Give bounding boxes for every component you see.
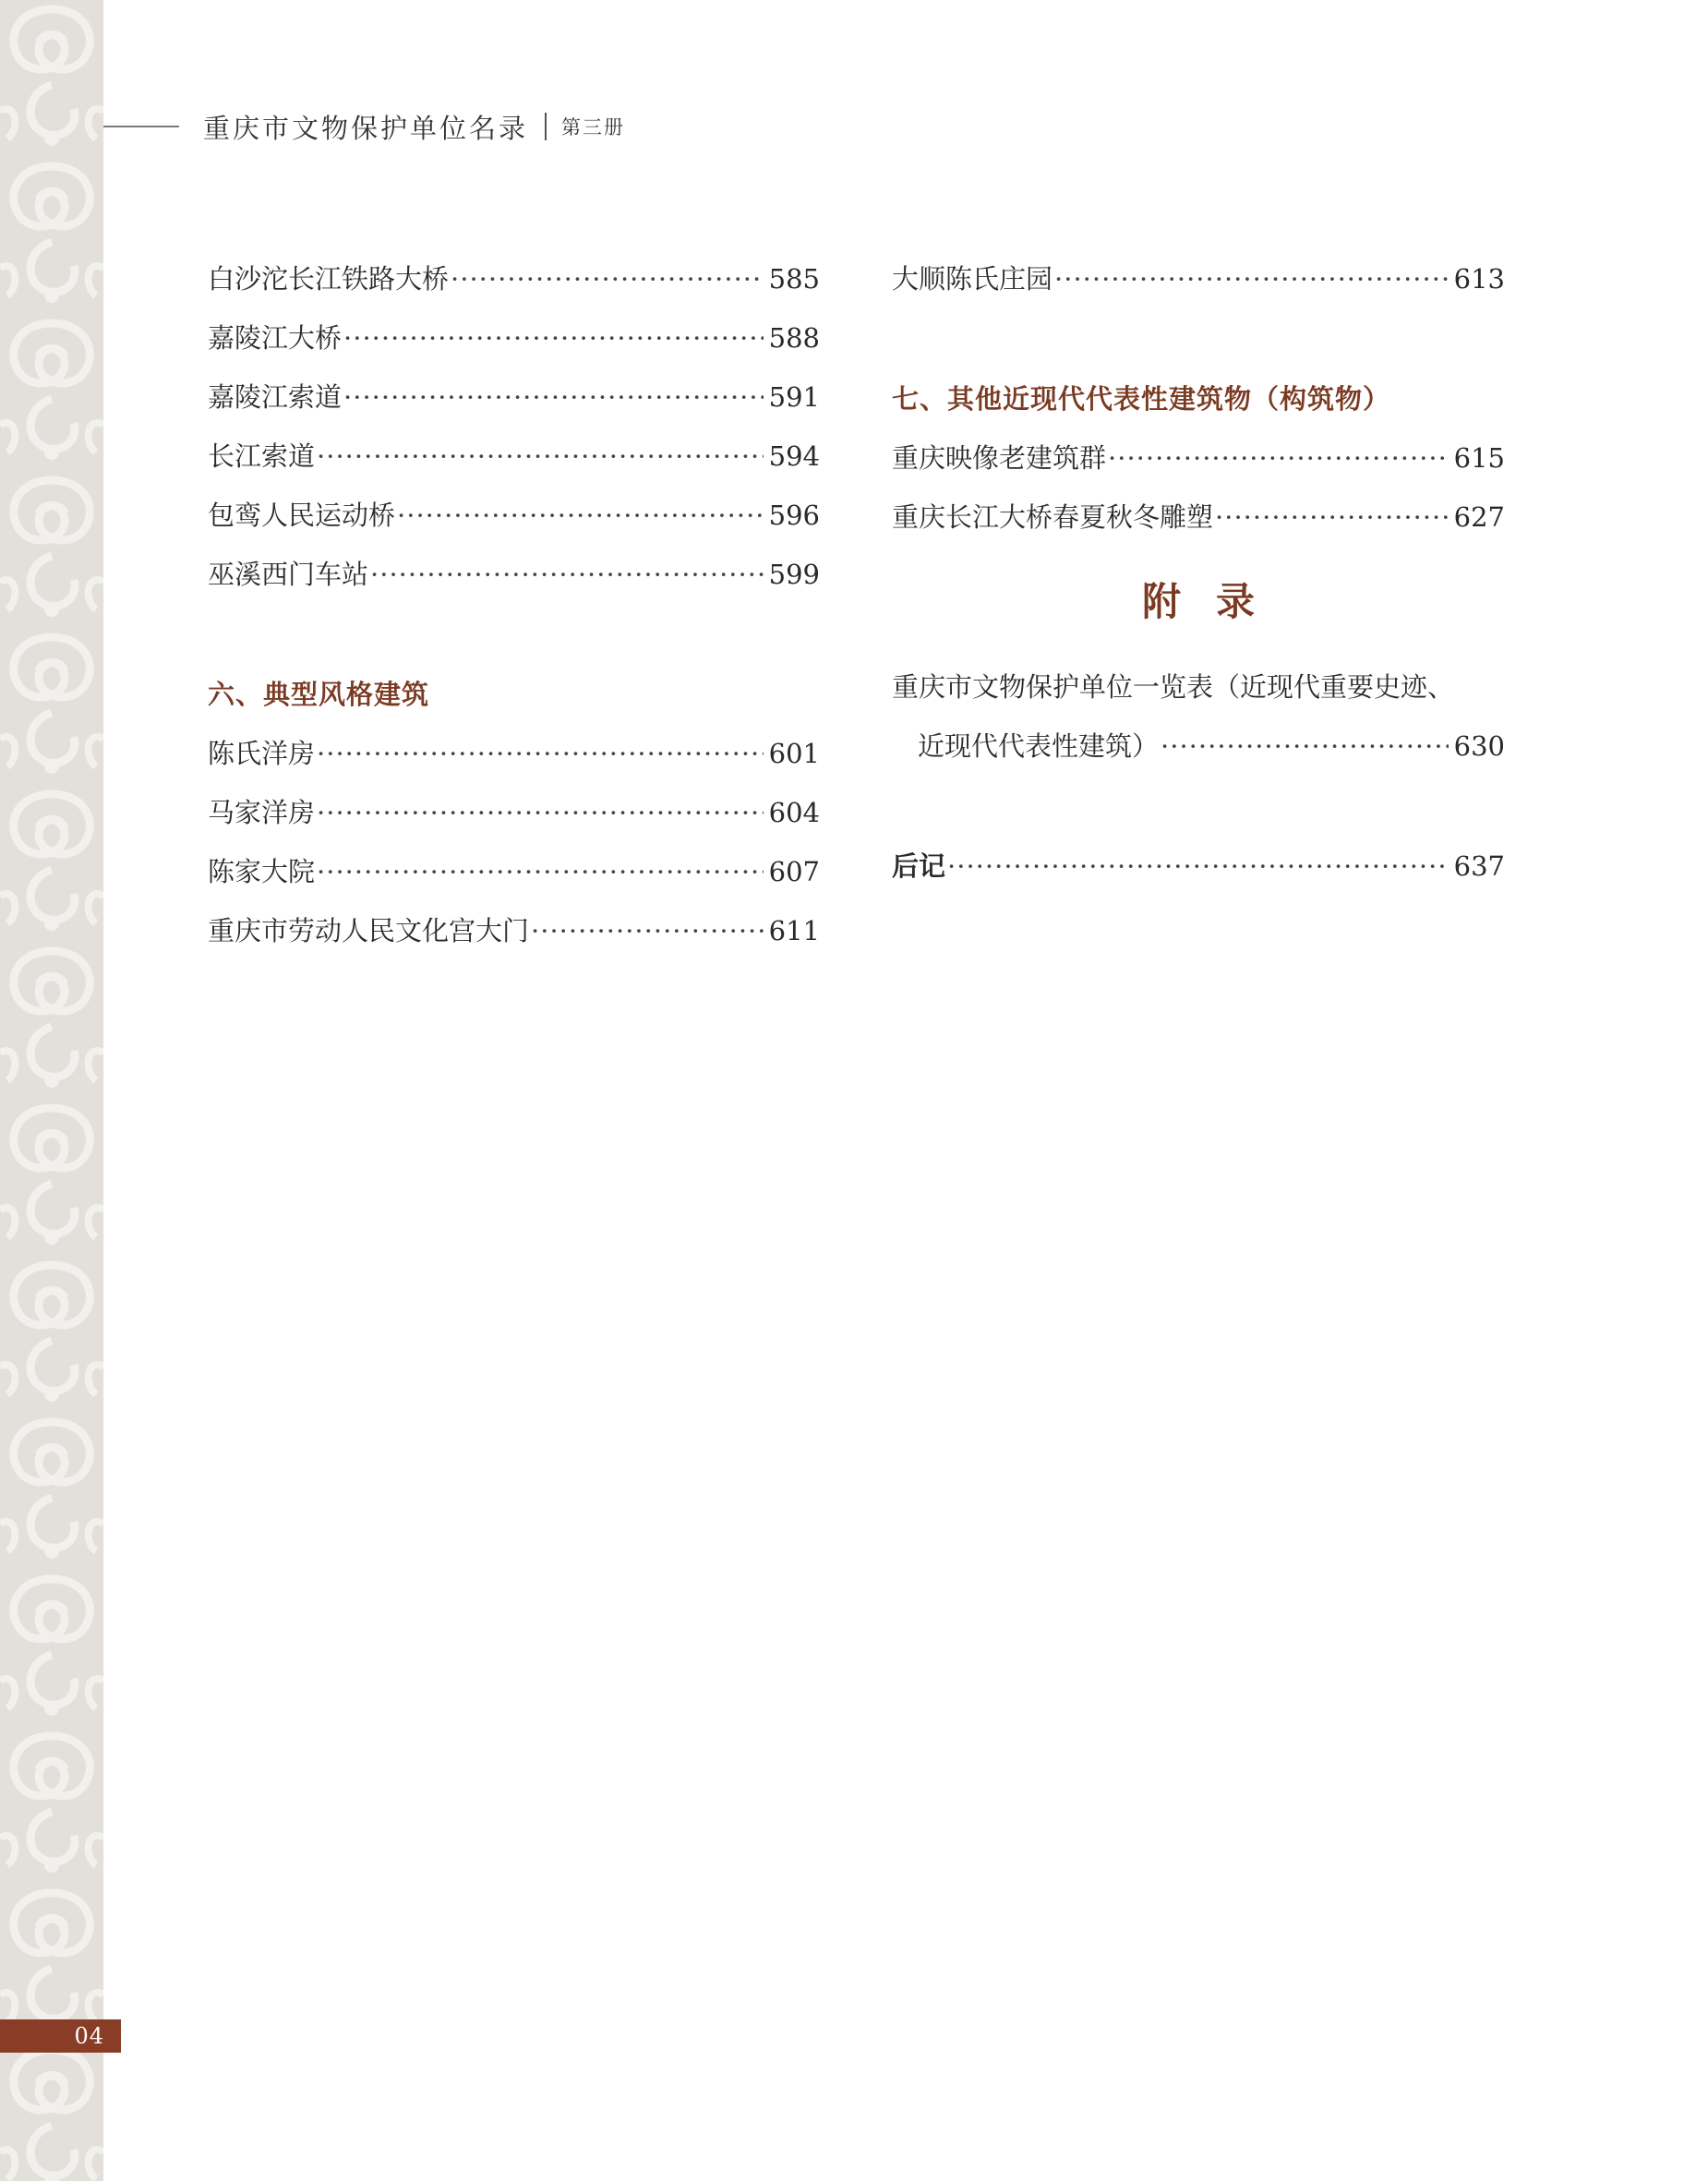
- appendix-entry-line2: 近现代代表性建筑）: [918, 730, 1160, 762]
- toc-entry[interactable]: [208, 308, 820, 368]
- toc-entry-page: 601: [768, 738, 820, 769]
- toc-entry[interactable]: [208, 901, 820, 960]
- leader-dots: [370, 545, 764, 604]
- section-gap: [892, 308, 1505, 369]
- toc-left-column: [208, 249, 820, 960]
- toc-entry-page: 585: [768, 263, 820, 295]
- book-title: 重庆市文物保护单位名录: [203, 112, 529, 144]
- toc-entry-title: 陈家大院: [208, 856, 316, 887]
- toc-entry-page: 613: [1453, 263, 1505, 295]
- toc-entry-title: 包鸾人民运动桥: [208, 500, 396, 531]
- toc-entry-page: 594: [768, 440, 820, 472]
- toc-entry-title: 重庆市劳动人民文化宫大门: [208, 915, 530, 946]
- header-rule: [103, 126, 179, 127]
- leader-dots: [343, 308, 764, 368]
- toc-entry[interactable]: [208, 427, 820, 486]
- toc-entry-title: 嘉陵江大桥: [208, 322, 343, 354]
- section-heading: 七、其他近现代代表性建筑物（构筑物）: [892, 383, 1391, 415]
- toc-entry-title: 长江索道: [208, 440, 316, 472]
- toc-entry-title: 后记: [892, 850, 946, 882]
- leader-dots: [531, 901, 764, 960]
- toc-entry[interactable]: [208, 368, 820, 427]
- toc-entry[interactable]: [892, 249, 1505, 308]
- toc-entry-title: 陈氏洋房: [208, 738, 316, 769]
- leader-dots: [1108, 428, 1449, 488]
- toc-entry[interactable]: [208, 486, 820, 545]
- section-gap: [208, 604, 820, 665]
- toc-entry[interactable]: [208, 783, 820, 842]
- leader-dots: [947, 837, 1449, 896]
- section-gap: [892, 547, 1505, 560]
- toc-entry-title: 嘉陵江索道: [208, 381, 343, 413]
- toc-entry[interactable]: [892, 488, 1505, 547]
- leader-dots: [1215, 488, 1449, 547]
- leader-dots: [343, 368, 764, 427]
- toc-entry-page: 596: [768, 500, 820, 531]
- toc-entry-page: 588: [768, 322, 820, 354]
- appendix-heading: 附录: [1141, 579, 1290, 624]
- toc-entry-title: 重庆映像老建筑群: [892, 442, 1107, 474]
- toc-entry[interactable]: [208, 724, 820, 783]
- leader-dots: [317, 724, 764, 783]
- toc-entry-title: 重庆长江大桥春夏秋冬雕塑: [892, 501, 1214, 533]
- toc-entry-page: 611: [768, 915, 820, 946]
- toc-entry[interactable]: [892, 717, 1505, 776]
- floral-pattern-icon: [0, 0, 103, 2181]
- running-header: [103, 103, 625, 150]
- header-separator: [545, 113, 547, 140]
- appendix-entry-line1[interactable]: 重庆市文物保护单位一览表（近现代重要史迹、: [892, 671, 1455, 703]
- toc-entry[interactable]: [892, 428, 1505, 488]
- toc-entry-page: 637: [1453, 850, 1505, 882]
- toc-entry-title: 马家洋房: [208, 797, 316, 828]
- toc-entry-page: 615: [1453, 442, 1505, 474]
- page-number: 04: [0, 2019, 121, 2053]
- toc-entry[interactable]: [208, 842, 820, 901]
- leader-dots: [1054, 249, 1449, 308]
- section-gap: [892, 776, 1505, 837]
- leader-dots: [317, 427, 764, 486]
- leader-dots: [451, 249, 764, 308]
- toc-entry-page: 630: [1453, 730, 1505, 762]
- leader-dots: [317, 783, 764, 842]
- toc-entry[interactable]: [208, 545, 820, 604]
- toc-entry-title: 白沙沱长江铁路大桥: [208, 263, 450, 295]
- leader-dots: [1161, 717, 1449, 776]
- toc-right-column: [892, 249, 1505, 896]
- toc-entry-title: 巫溪西门车站: [208, 559, 369, 590]
- toc-entry-page: 591: [768, 381, 820, 413]
- toc-entry-title: 大顺陈氏庄园: [892, 263, 1053, 295]
- toc-entry[interactable]: [208, 249, 820, 308]
- leader-dots: [397, 486, 764, 545]
- toc-entry-page: 599: [768, 559, 820, 590]
- section-heading: 六、典型风格建筑: [208, 679, 430, 710]
- section-gap: [892, 645, 1505, 657]
- toc-entry-postscript[interactable]: [892, 837, 1505, 896]
- decorative-side-band: [0, 0, 103, 2181]
- toc-entry-page: 627: [1453, 501, 1505, 533]
- toc-entry-page: 607: [768, 856, 820, 887]
- toc-entry-page: 604: [768, 797, 820, 828]
- volume-label: 第三册: [561, 116, 626, 139]
- leader-dots: [317, 842, 764, 901]
